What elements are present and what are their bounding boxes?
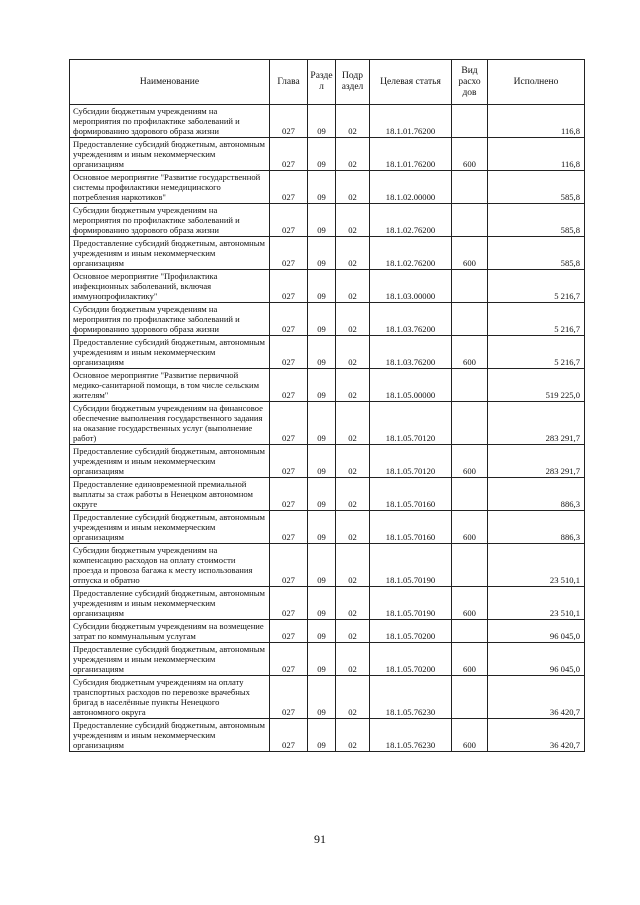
cell-ispolneno: 36 420,7	[488, 676, 585, 719]
cell-vid	[452, 478, 488, 511]
cell-glava: 027	[270, 204, 308, 237]
cell-razdel: 09	[308, 511, 336, 544]
cell-glava: 027	[270, 676, 308, 719]
cell-name: Предоставление субсидий бюджетным, автономным учреждениям и иным некоммерческим организациям	[70, 719, 270, 752]
cell-statya: 18.1.05.70160	[370, 478, 452, 511]
cell-vid	[452, 204, 488, 237]
cell-glava: 027	[270, 270, 308, 303]
header-glava: Глава	[270, 60, 308, 105]
cell-vid	[452, 369, 488, 402]
cell-podrazdel: 02	[336, 620, 370, 643]
cell-razdel: 09	[308, 105, 336, 138]
cell-vid: 600	[452, 587, 488, 620]
table-header-row	[70, 60, 585, 105]
cell-glava: 027	[270, 544, 308, 587]
cell-vid	[452, 270, 488, 303]
cell-vid	[452, 620, 488, 643]
table-row	[70, 544, 585, 587]
cell-statya: 18.1.05.00000	[370, 369, 452, 402]
page-number: 91	[314, 832, 326, 846]
cell-statya: 18.1.02.00000	[370, 171, 452, 204]
cell-ispolneno: 5 216,7	[488, 336, 585, 369]
cell-razdel: 09	[308, 270, 336, 303]
cell-ispolneno: 116,8	[488, 105, 585, 138]
table-row	[70, 105, 585, 138]
cell-glava: 027	[270, 171, 308, 204]
cell-statya: 18.1.05.70200	[370, 643, 452, 676]
cell-name: Предоставление субсидий бюджетным, автономным учреждениям и иным некоммерческим организациям	[70, 643, 270, 676]
table-row	[70, 237, 585, 270]
cell-vid: 600	[452, 511, 488, 544]
cell-glava: 027	[270, 620, 308, 643]
cell-vid	[452, 303, 488, 336]
cell-statya: 18.1.05.70190	[370, 544, 452, 587]
cell-ispolneno: 96 045,0	[488, 643, 585, 676]
cell-podrazdel: 02	[336, 544, 370, 587]
table-row	[70, 171, 585, 204]
cell-statya: 18.1.05.70160	[370, 511, 452, 544]
cell-ispolneno: 886,3	[488, 511, 585, 544]
cell-podrazdel: 02	[336, 138, 370, 171]
cell-ispolneno: 5 216,7	[488, 270, 585, 303]
cell-ispolneno: 116,8	[488, 138, 585, 171]
cell-name: Предоставление единовременной премиальной выплаты за стаж работы в Ненецком автономном округе	[70, 478, 270, 511]
cell-podrazdel: 02	[336, 719, 370, 752]
cell-vid	[452, 105, 488, 138]
cell-razdel: 09	[308, 237, 336, 270]
budget-table	[69, 59, 585, 752]
cell-name: Предоставление субсидий бюджетным, автономным учреждениям и иным некоммерческим организациям	[70, 511, 270, 544]
cell-glava: 027	[270, 369, 308, 402]
cell-statya: 18.1.03.76200	[370, 336, 452, 369]
cell-ispolneno: 96 045,0	[488, 620, 585, 643]
cell-vid: 600	[452, 445, 488, 478]
cell-name: Основное мероприятие "Профилактика инфекционных заболеваний, включая иммунопрофилактику"	[70, 270, 270, 303]
cell-name: Предоставление субсидий бюджетным, автономным учреждениям и иным некоммерческим организациям	[70, 336, 270, 369]
cell-statya: 18.1.05.70200	[370, 620, 452, 643]
cell-vid	[452, 676, 488, 719]
cell-podrazdel: 02	[336, 336, 370, 369]
cell-statya: 18.1.03.76200	[370, 303, 452, 336]
cell-ispolneno: 886,3	[488, 478, 585, 511]
cell-statya: 18.1.02.76200	[370, 204, 452, 237]
table-row	[70, 303, 585, 336]
cell-razdel: 09	[308, 369, 336, 402]
cell-ispolneno: 283 291,7	[488, 445, 585, 478]
cell-statya: 18.1.05.70190	[370, 587, 452, 620]
cell-statya: 18.1.05.70120	[370, 445, 452, 478]
cell-glava: 027	[270, 478, 308, 511]
cell-vid: 600	[452, 138, 488, 171]
cell-name: Предоставление субсидий бюджетным, автономным учреждениям и иным некоммерческим организациям	[70, 237, 270, 270]
cell-name: Субсидии бюджетным учреждениям на возмещение затрат по коммунальным услугам	[70, 620, 270, 643]
cell-podrazdel: 02	[336, 445, 370, 478]
cell-podrazdel: 02	[336, 587, 370, 620]
cell-razdel: 09	[308, 643, 336, 676]
cell-name: Субсидии бюджетным учреждениям на мероприятия по профилактике заболеваний и формированию здорового образа жизни	[70, 303, 270, 336]
cell-name: Субсидии бюджетным учреждениям на финансовое обеспечение выполнения государственного задания на оказание государственных услуг (выполнение работ)	[70, 402, 270, 445]
cell-glava: 027	[270, 138, 308, 171]
cell-statya: 18.1.01.76200	[370, 105, 452, 138]
cell-podrazdel: 02	[336, 105, 370, 138]
cell-razdel: 09	[308, 676, 336, 719]
cell-vid: 600	[452, 237, 488, 270]
budget-table-container	[69, 59, 584, 752]
cell-glava: 027	[270, 336, 308, 369]
cell-vid: 600	[452, 336, 488, 369]
cell-glava: 027	[270, 511, 308, 544]
cell-razdel: 09	[308, 138, 336, 171]
cell-name: Субсидия бюджетным учреждениям на оплату транспортных расходов по перевозке врачебных бригад в населённые пункты Ненецкого автономного округа	[70, 676, 270, 719]
table-row	[70, 478, 585, 511]
cell-razdel: 09	[308, 171, 336, 204]
cell-podrazdel: 02	[336, 204, 370, 237]
cell-ispolneno: 23 510,1	[488, 544, 585, 587]
cell-name: Предоставление субсидий бюджетным, автономным учреждениям и иным некоммерческим организациям	[70, 445, 270, 478]
header-statya: Целевая статья	[370, 60, 452, 105]
cell-name: Субсидии бюджетным учреждениям на компенсацию расходов на оплату стоимости проезда и провоза багажа к месту использования отпуска и обратно	[70, 544, 270, 587]
cell-ispolneno: 519 225,0	[488, 369, 585, 402]
table-row	[70, 270, 585, 303]
cell-razdel: 09	[308, 402, 336, 445]
cell-podrazdel: 02	[336, 369, 370, 402]
header-razdel: Разде л	[308, 60, 336, 105]
header-name: Наименование	[70, 60, 270, 105]
table-row	[70, 369, 585, 402]
cell-vid	[452, 402, 488, 445]
cell-name: Основное мероприятие "Развитие первичной медико-санитарной помощи, в том числе сельским жителям"	[70, 369, 270, 402]
cell-statya: 18.1.05.70120	[370, 402, 452, 445]
cell-ispolneno: 585,8	[488, 171, 585, 204]
cell-razdel: 09	[308, 478, 336, 511]
cell-glava: 027	[270, 237, 308, 270]
cell-glava: 027	[270, 402, 308, 445]
cell-ispolneno: 283 291,7	[488, 402, 585, 445]
cell-name: Предоставление субсидий бюджетным, автономным учреждениям и иным некоммерческим организациям	[70, 587, 270, 620]
cell-statya: 18.1.05.76230	[370, 719, 452, 752]
cell-razdel: 09	[308, 620, 336, 643]
table-row	[70, 587, 585, 620]
cell-podrazdel: 02	[336, 171, 370, 204]
cell-glava: 027	[270, 587, 308, 620]
cell-podrazdel: 02	[336, 270, 370, 303]
cell-glava: 027	[270, 643, 308, 676]
table-row	[70, 643, 585, 676]
cell-vid: 600	[452, 719, 488, 752]
cell-razdel: 09	[308, 204, 336, 237]
cell-ispolneno: 585,8	[488, 237, 585, 270]
cell-glava: 027	[270, 719, 308, 752]
header-podrazdel: Подр аздел	[336, 60, 370, 105]
cell-razdel: 09	[308, 303, 336, 336]
table-body	[70, 105, 585, 752]
cell-ispolneno: 36 420,7	[488, 719, 585, 752]
cell-podrazdel: 02	[336, 303, 370, 336]
table-row	[70, 620, 585, 643]
table-row	[70, 676, 585, 719]
cell-podrazdel: 02	[336, 402, 370, 445]
cell-name: Субсидии бюджетным учреждениям на мероприятия по профилактике заболеваний и формированию здорового образа жизни	[70, 105, 270, 138]
cell-vid	[452, 171, 488, 204]
header-ispolneno: Исполнено	[488, 60, 585, 105]
table-row	[70, 204, 585, 237]
table-row	[70, 138, 585, 171]
cell-vid	[452, 544, 488, 587]
cell-razdel: 09	[308, 336, 336, 369]
cell-name: Субсидии бюджетным учреждениям на мероприятия по профилактике заболеваний и формированию здорового образа жизни	[70, 204, 270, 237]
cell-ispolneno: 5 216,7	[488, 303, 585, 336]
cell-statya: 18.1.03.00000	[370, 270, 452, 303]
cell-vid: 600	[452, 643, 488, 676]
cell-razdel: 09	[308, 445, 336, 478]
cell-ispolneno: 23 510,1	[488, 587, 585, 620]
cell-razdel: 09	[308, 587, 336, 620]
cell-name: Основное мероприятие "Развитие государственной системы профилактики немедицинского потребления наркотиков"	[70, 171, 270, 204]
table-row	[70, 402, 585, 445]
table-row	[70, 445, 585, 478]
cell-glava: 027	[270, 303, 308, 336]
cell-glava: 027	[270, 445, 308, 478]
table-row	[70, 511, 585, 544]
table-row	[70, 336, 585, 369]
cell-statya: 18.1.01.76200	[370, 138, 452, 171]
cell-ispolneno: 585,8	[488, 204, 585, 237]
cell-razdel: 09	[308, 719, 336, 752]
table-row	[70, 719, 585, 752]
cell-glava: 027	[270, 105, 308, 138]
cell-podrazdel: 02	[336, 511, 370, 544]
cell-statya: 18.1.02.76200	[370, 237, 452, 270]
cell-statya: 18.1.05.76230	[370, 676, 452, 719]
cell-podrazdel: 02	[336, 676, 370, 719]
cell-podrazdel: 02	[336, 478, 370, 511]
cell-razdel: 09	[308, 544, 336, 587]
header-vid: Вид расхо дов	[452, 60, 488, 105]
cell-podrazdel: 02	[336, 643, 370, 676]
cell-name: Предоставление субсидий бюджетным, автономным учреждениям и иным некоммерческим организациям	[70, 138, 270, 171]
cell-podrazdel: 02	[336, 237, 370, 270]
